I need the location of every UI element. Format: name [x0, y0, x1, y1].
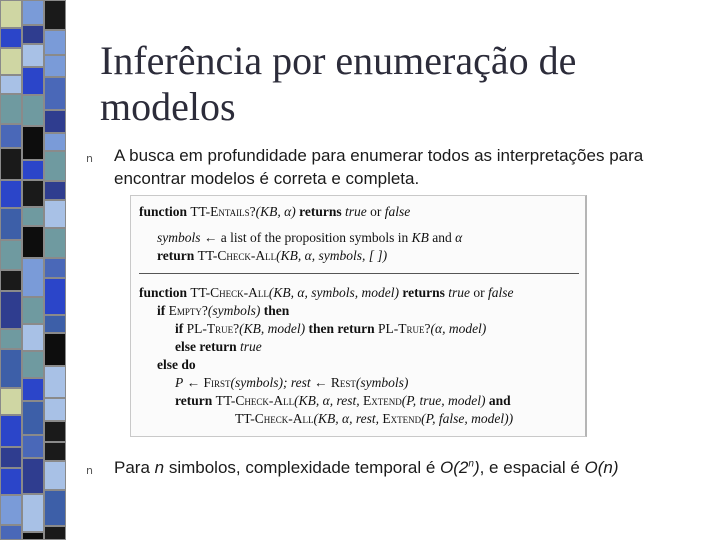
mosaic-tile: [0, 525, 22, 540]
algo-line: return TT-Check-All(KB, α, symbols, [ ]): [157, 248, 388, 263]
algo-line: function TT-Entails?(KB, α) returns true or false: [139, 204, 411, 219]
algo-line: symbols ← a list of the proposition symbols in KB and α: [157, 230, 463, 245]
mosaic-tile: [44, 258, 66, 278]
algo-line: if Empty?(symbols) then: [157, 303, 290, 318]
algo-line: else return true: [175, 339, 262, 354]
mosaic-tile: [0, 291, 22, 329]
mosaic-tile: [0, 94, 22, 124]
mosaic-tile: [44, 200, 66, 228]
mosaic-tile: [22, 126, 44, 160]
mosaic-tile: [22, 95, 44, 126]
mosaic-tile: [44, 421, 66, 442]
mosaic-tile: [0, 0, 22, 28]
mosaic-tile: [22, 180, 44, 207]
bullet-marker: n: [86, 464, 93, 477]
mosaic-tile: [22, 532, 44, 540]
mosaic-tile: [44, 133, 66, 151]
mosaic-tile: [0, 48, 22, 75]
mosaic-tile: [0, 75, 22, 94]
mosaic-tile: [44, 442, 66, 461]
algo-line: TT-Check-All(KB, α, rest, Extend(P, false, model)): [235, 411, 514, 426]
mosaic-tile: [0, 349, 22, 388]
mosaic-tile: [0, 180, 22, 208]
algo-line: else do: [157, 357, 196, 372]
bullet-text: A busca em profundidade para enumerar todos as interpretações para encontrar modelos é correta e completa.: [114, 146, 644, 188]
mosaic-tile: [44, 30, 66, 55]
algo-line: if PL-True?(KB, model) then return PL-True?(α, model): [175, 321, 487, 336]
mosaic-tile: [44, 110, 66, 133]
mosaic-tile: [22, 25, 44, 44]
mosaic-tile: [22, 44, 44, 67]
bullet-text: Para n simbolos, complexidade temporal é O(2$^n$), e espacial é O(n): [114, 458, 619, 477]
mosaic-tile: [0, 388, 22, 415]
mosaic-tile: [0, 270, 22, 291]
mosaic-tile: [22, 351, 44, 378]
mosaic-tile: [44, 315, 66, 333]
mosaic-tile: [44, 77, 66, 110]
mosaic-tile: [22, 67, 44, 95]
mosaic-tile: [22, 458, 44, 494]
slide-title: Inferência por enumeração de modelos: [100, 38, 577, 129]
algorithm-figure: [130, 195, 587, 437]
mosaic-tile: [44, 55, 66, 77]
mosaic-tile: [44, 181, 66, 200]
mosaic-tile: [44, 0, 66, 30]
mosaic-tile: [0, 208, 22, 240]
mosaic-tile: [22, 297, 44, 324]
mosaic-tile: [0, 468, 22, 495]
decorative-mosaic-strip: [0, 0, 66, 540]
mosaic-tile: [44, 151, 66, 181]
mosaic-tile: [22, 258, 44, 297]
mosaic-tile: [22, 160, 44, 180]
mosaic-tile: [22, 324, 44, 351]
mosaic-tile: [44, 398, 66, 421]
mosaic-tile: [22, 494, 44, 532]
mosaic-tile: [44, 461, 66, 490]
algo-line: P ← First(symbols); rest ← Rest(symbols): [175, 375, 409, 390]
mosaic-tile: [44, 526, 66, 540]
mosaic-tile: [22, 401, 44, 435]
mosaic-tile: [0, 329, 22, 349]
algo-line: function TT-Check-All(KB, α, symbols, model) returns true or false: [139, 285, 514, 300]
mosaic-tile: [44, 490, 66, 526]
figure-divider: [139, 273, 579, 274]
mosaic-tile: [0, 495, 22, 525]
mosaic-tile: [44, 366, 66, 398]
mosaic-tile: [22, 435, 44, 458]
mosaic-tile: [0, 148, 22, 180]
mosaic-tile: [0, 415, 22, 447]
mosaic-tile: [44, 333, 66, 366]
mosaic-tile: [22, 378, 44, 401]
mosaic-tile: [0, 124, 22, 148]
bullet-marker: n: [86, 152, 93, 165]
mosaic-tile: [22, 226, 44, 258]
algo-line: return TT-Check-All(KB, α, rest, Extend(P, true, model) and: [175, 393, 511, 408]
mosaic-tile: [22, 0, 44, 25]
mosaic-tile: [0, 447, 22, 468]
mosaic-tile: [0, 28, 22, 48]
mosaic-tile: [44, 278, 66, 315]
mosaic-tile: [44, 228, 66, 258]
mosaic-tile: [0, 240, 22, 270]
mosaic-tile: [22, 207, 44, 226]
